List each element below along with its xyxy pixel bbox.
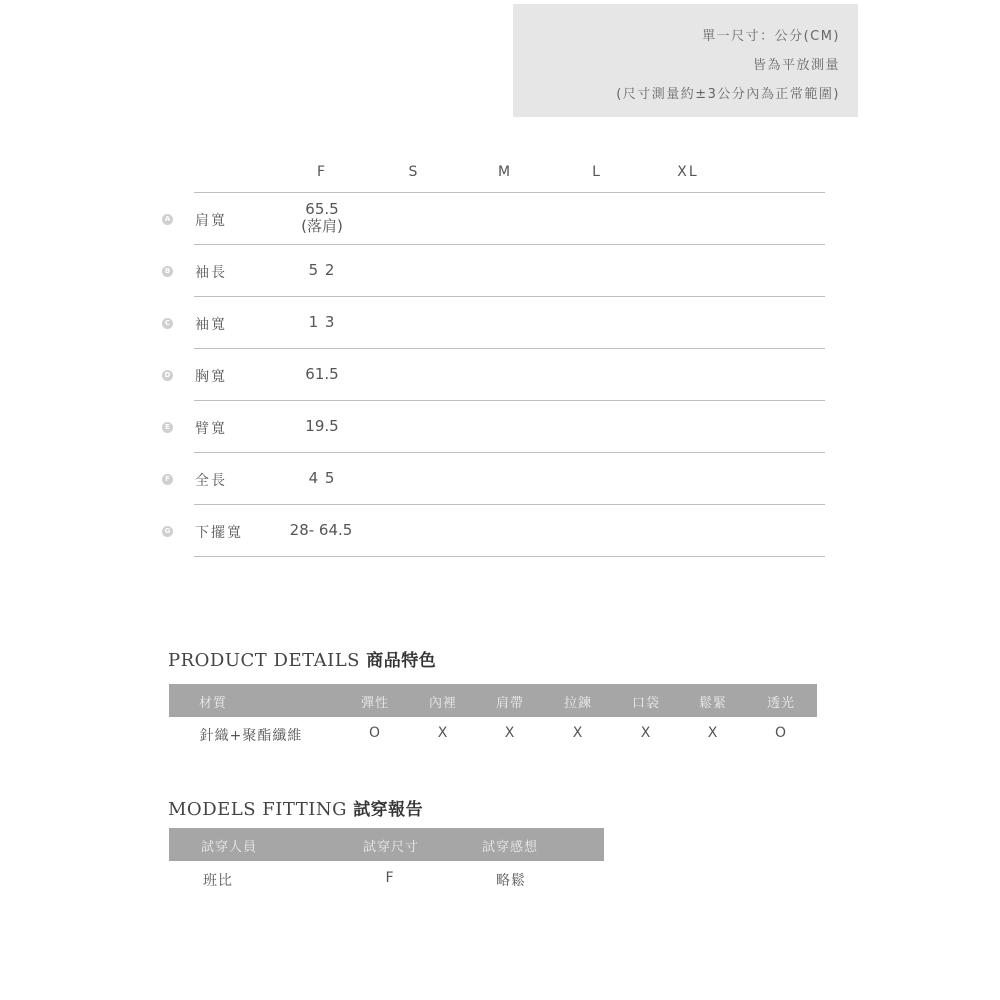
row-value: 5 2 <box>308 261 336 279</box>
header-sheer: 透光 <box>766 696 796 711</box>
col-header-m: M <box>497 164 513 180</box>
value-pocket: X <box>640 725 652 741</box>
header-size-tried: 試穿尺寸 <box>362 840 420 855</box>
row-label: 胸寬 <box>195 369 227 385</box>
header-pocket: 口袋 <box>631 696 661 711</box>
marker-icon: D <box>162 370 173 381</box>
row-value-main: 65.5 <box>305 200 339 218</box>
row-label: 袖長 <box>195 265 227 281</box>
row-value: 28- 64.5 <box>289 521 353 539</box>
row-value: 1 3 <box>308 313 336 331</box>
product-details-title-en: PRODUCT DETAILS <box>168 650 361 671</box>
marker-icon: A <box>162 214 173 225</box>
value-feedback: 略鬆 <box>496 873 526 889</box>
product-details-header-bar <box>169 684 817 717</box>
value-elasticity: O <box>368 725 382 741</box>
marker-icon: F <box>162 474 173 485</box>
col-header-f: F <box>316 164 328 180</box>
header-straps: 肩帶 <box>495 696 525 711</box>
value-sheer: O <box>774 725 788 741</box>
value-size-tried: F <box>385 870 395 886</box>
header-material: 材質 <box>198 696 228 711</box>
value-model: 班比 <box>203 873 233 889</box>
header-model: 試穿人員 <box>200 840 258 855</box>
note-unit: 單一尺寸：公分(CM) <box>702 29 840 44</box>
value-straps: X <box>504 725 516 741</box>
size-table-header <box>160 158 825 192</box>
row-value: 19.5 <box>305 417 339 435</box>
note-method: 皆為平放測量 <box>752 58 840 73</box>
product-details-title <box>168 646 436 671</box>
header-lining: 內裡 <box>428 696 458 711</box>
row-value-note: (落肩) <box>301 217 343 235</box>
row-label: 臂寬 <box>195 421 227 437</box>
value-lining: X <box>437 725 449 741</box>
col-header-s: S <box>408 164 420 180</box>
table-row <box>160 297 825 349</box>
row-value: 61.5 <box>305 365 339 383</box>
table-row <box>160 401 825 453</box>
table-row <box>160 505 825 557</box>
marker-icon: B <box>162 266 173 277</box>
table-row <box>160 453 825 505</box>
row-label: 肩寬 <box>195 213 227 229</box>
col-header-l: L <box>592 164 602 180</box>
table-row <box>160 193 825 245</box>
row-value: 4 5 <box>308 469 336 487</box>
table-row <box>160 245 825 297</box>
header-elasticity: 彈性 <box>360 696 390 711</box>
row-label: 下擺寬 <box>195 525 243 541</box>
header-zipper: 拉鍊 <box>563 696 593 711</box>
value-material: 針織+聚酯纖維 <box>199 728 303 744</box>
measurement-note <box>513 4 858 117</box>
product-details-title-cn: 商品特色 <box>366 651 437 671</box>
row-label: 全長 <box>195 473 227 489</box>
note-tolerance: (尺寸測量約±3公分內為正常範圍) <box>616 87 840 102</box>
models-fitting-title-cn: 試穿報告 <box>353 800 424 820</box>
row-label: 袖寬 <box>195 317 227 333</box>
row-value <box>301 201 343 235</box>
table-row <box>160 349 825 401</box>
col-header-xl: XL <box>677 164 699 180</box>
models-fitting-header-bar <box>169 828 604 861</box>
marker-icon: C <box>162 318 173 329</box>
models-fitting-title-en: MODELS FITTING <box>168 799 347 820</box>
header-elastic-waist: 鬆緊 <box>698 696 728 711</box>
header-feedback: 試穿感想 <box>481 840 539 855</box>
divider <box>194 556 825 557</box>
models-fitting-title <box>168 795 423 820</box>
marker-icon: E <box>162 422 173 433</box>
marker-icon: G <box>162 526 173 537</box>
value-zipper: X <box>572 725 584 741</box>
value-elastic-waist: X <box>707 725 719 741</box>
